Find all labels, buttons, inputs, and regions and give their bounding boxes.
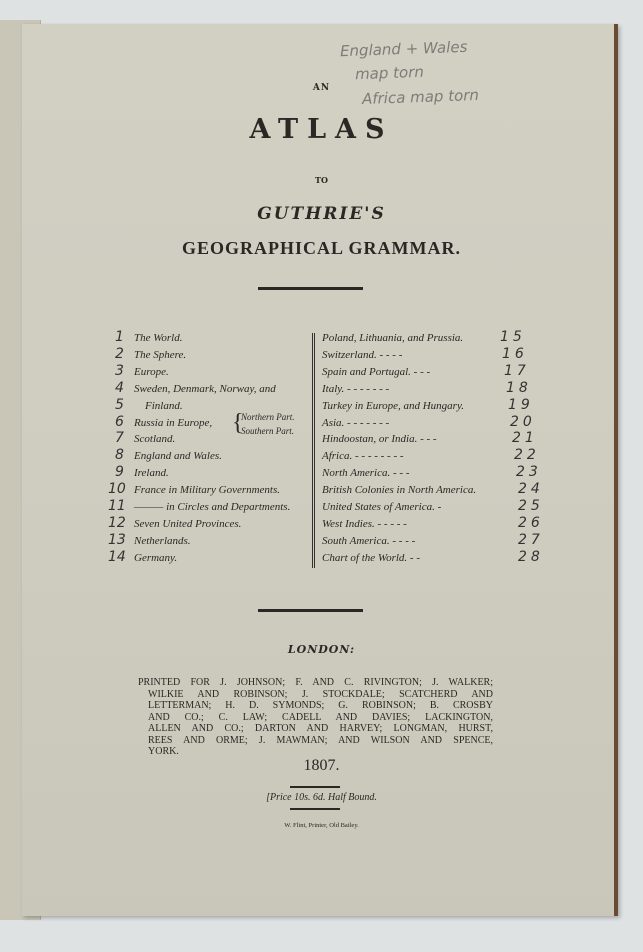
handwritten-plate-number: 22 <box>514 447 540 464</box>
handwritten-plate-number: 8 <box>115 447 124 464</box>
contents-entry: British Colonies in North America. <box>322 484 477 497</box>
handwritten-plate-number: 23 <box>516 464 542 481</box>
contents-entry: The World. <box>134 332 183 344</box>
handwritten-plate-number: 3 <box>115 362 124 379</box>
contents-entry: Seven United Provinces. <box>134 517 242 530</box>
contents-entry: West Indies. - - - - - <box>322 517 407 530</box>
contents-entry: Asia. - - - - - - - <box>322 416 390 429</box>
contents-entry: Africa. - - - - - - - - <box>322 450 404 463</box>
contents-entry: France in Military Governments. <box>134 484 281 497</box>
contents-entry: Spain and Portugal. - - - <box>322 365 431 378</box>
handwritten-plate-number: 18 <box>506 379 532 396</box>
russia-southern: Southern Part. <box>241 426 294 436</box>
handwritten-plate-number: 2 <box>115 345 124 362</box>
handwritten-plate-number: 19 <box>508 396 534 413</box>
title-an: AN <box>312 83 331 93</box>
handwritten-plate-number: 12 <box>108 514 126 531</box>
handwritten-plate-number: 26 <box>518 514 544 531</box>
printer: W. Flint, Printer, Old Bailey. <box>284 822 359 829</box>
contents-entry: Poland, Lithuania, and Prussia. <box>322 332 464 344</box>
handwritten-plate-number: 9 <box>115 464 124 481</box>
handwritten-plate-number: 10 <box>108 481 126 498</box>
contents-entry: Finland. <box>134 399 183 412</box>
handwritten-plate-number: 5 <box>115 396 124 413</box>
handwritten-plate-number: 6 <box>115 413 124 430</box>
contents-entry: ——— in Circles and Departments. <box>134 501 291 513</box>
title-guthrie: GUTHRIE'S <box>257 204 386 224</box>
imprint-line: PRINTED FOR J. JOHNSON; F. AND C. RIVINGTON; J. WALKER; <box>138 677 493 688</box>
handwritten-plate-number: 20 <box>510 413 536 430</box>
handwritten-plate-number: 15 <box>500 329 526 345</box>
divider-rule <box>290 808 340 810</box>
brace: { <box>232 410 244 436</box>
column-divider <box>312 333 315 568</box>
divider-rule <box>290 786 340 788</box>
handwritten-plate-number: 24 <box>518 481 544 498</box>
pencil-note: England + Wales <box>339 37 468 61</box>
contents-entry: Chart of the World. - - <box>322 551 420 564</box>
handwritten-plate-number: 27 <box>518 531 544 548</box>
title-atlas: ATLAS <box>249 114 394 145</box>
handwritten-plate-number: 14 <box>108 548 126 565</box>
divider-rule <box>258 609 363 612</box>
contents-entry: England and Wales. <box>134 450 222 463</box>
contents-entry: United States of America. - <box>322 501 442 513</box>
title-to: TO <box>315 175 328 185</box>
imprint-line: REES AND ORME; J. MAWMAN; AND WILSON AND SPENCE, <box>148 734 493 746</box>
handwritten-plate-number: 25 <box>518 498 544 514</box>
contents-entry: Italy. - - - - - - - <box>322 382 390 395</box>
pencil-note: map torn <box>354 62 425 84</box>
imprint-line: YORK. <box>148 746 179 757</box>
contents-entry: Russia in Europe, <box>134 416 213 429</box>
contents-entry: Turkey in Europe, and Hungary. <box>322 399 464 412</box>
handwritten-plate-number: 4 <box>115 379 124 396</box>
contents-entry: Germany. <box>134 551 178 564</box>
handwritten-plate-number: 13 <box>108 531 126 548</box>
imprint-line: ALLEN AND CO.; DARTON AND HARVEY; LONGMAN, HURST, <box>148 723 493 734</box>
contents-entry: Sweden, Denmark, Norway, and <box>134 382 276 395</box>
divider-rule <box>258 287 363 290</box>
contents-entry: Netherlands. <box>134 534 191 547</box>
imprint-year: 1807. <box>303 757 340 774</box>
contents-entry: Europe. <box>134 365 169 378</box>
imprint-line: LETTERMAN; H. D. SYMONDS; G. ROBINSON; B. CROSBY <box>148 700 493 711</box>
handwritten-plate-number: 17 <box>504 362 530 379</box>
handwritten-plate-number: 7 <box>115 430 124 447</box>
price: [Price 10s. 6d. Half Bound. <box>266 792 377 803</box>
imprint-line: WILKIE AND ROBINSON; J. STOCKDALE; SCATCHERD AND <box>148 688 493 700</box>
contents-entry: North America. - - - <box>322 467 410 480</box>
title-grammar: GEOGRAPHICAL GRAMMAR. <box>182 238 461 258</box>
contents-entry: The Sphere. <box>134 348 187 361</box>
imprint-line: AND CO.; C. LAW; CADELL AND DAVIES; LACKINGTON, <box>148 711 493 723</box>
contents-entry: Scotland. <box>134 433 176 446</box>
imprint-text <box>138 677 493 758</box>
imprint-city: LONDON: <box>287 643 356 656</box>
pencil-note: Africa map torn <box>361 85 480 109</box>
handwritten-plate-number: 11 <box>108 498 126 514</box>
handwritten-plate-number: 1 <box>115 329 124 345</box>
contents-entry: Hindoostan, or India. - - - <box>322 433 437 446</box>
contents-entry: South America. - - - - <box>322 534 416 547</box>
handwritten-plate-number: 16 <box>502 345 528 362</box>
contents-entry: Ireland. <box>134 467 169 480</box>
handwritten-plate-number: 21 <box>512 430 538 447</box>
contents-entry: Switzerland. - - - - <box>322 348 403 361</box>
handwritten-plate-number: 28 <box>518 548 544 565</box>
russia-northern: Northern Part. <box>241 412 295 422</box>
